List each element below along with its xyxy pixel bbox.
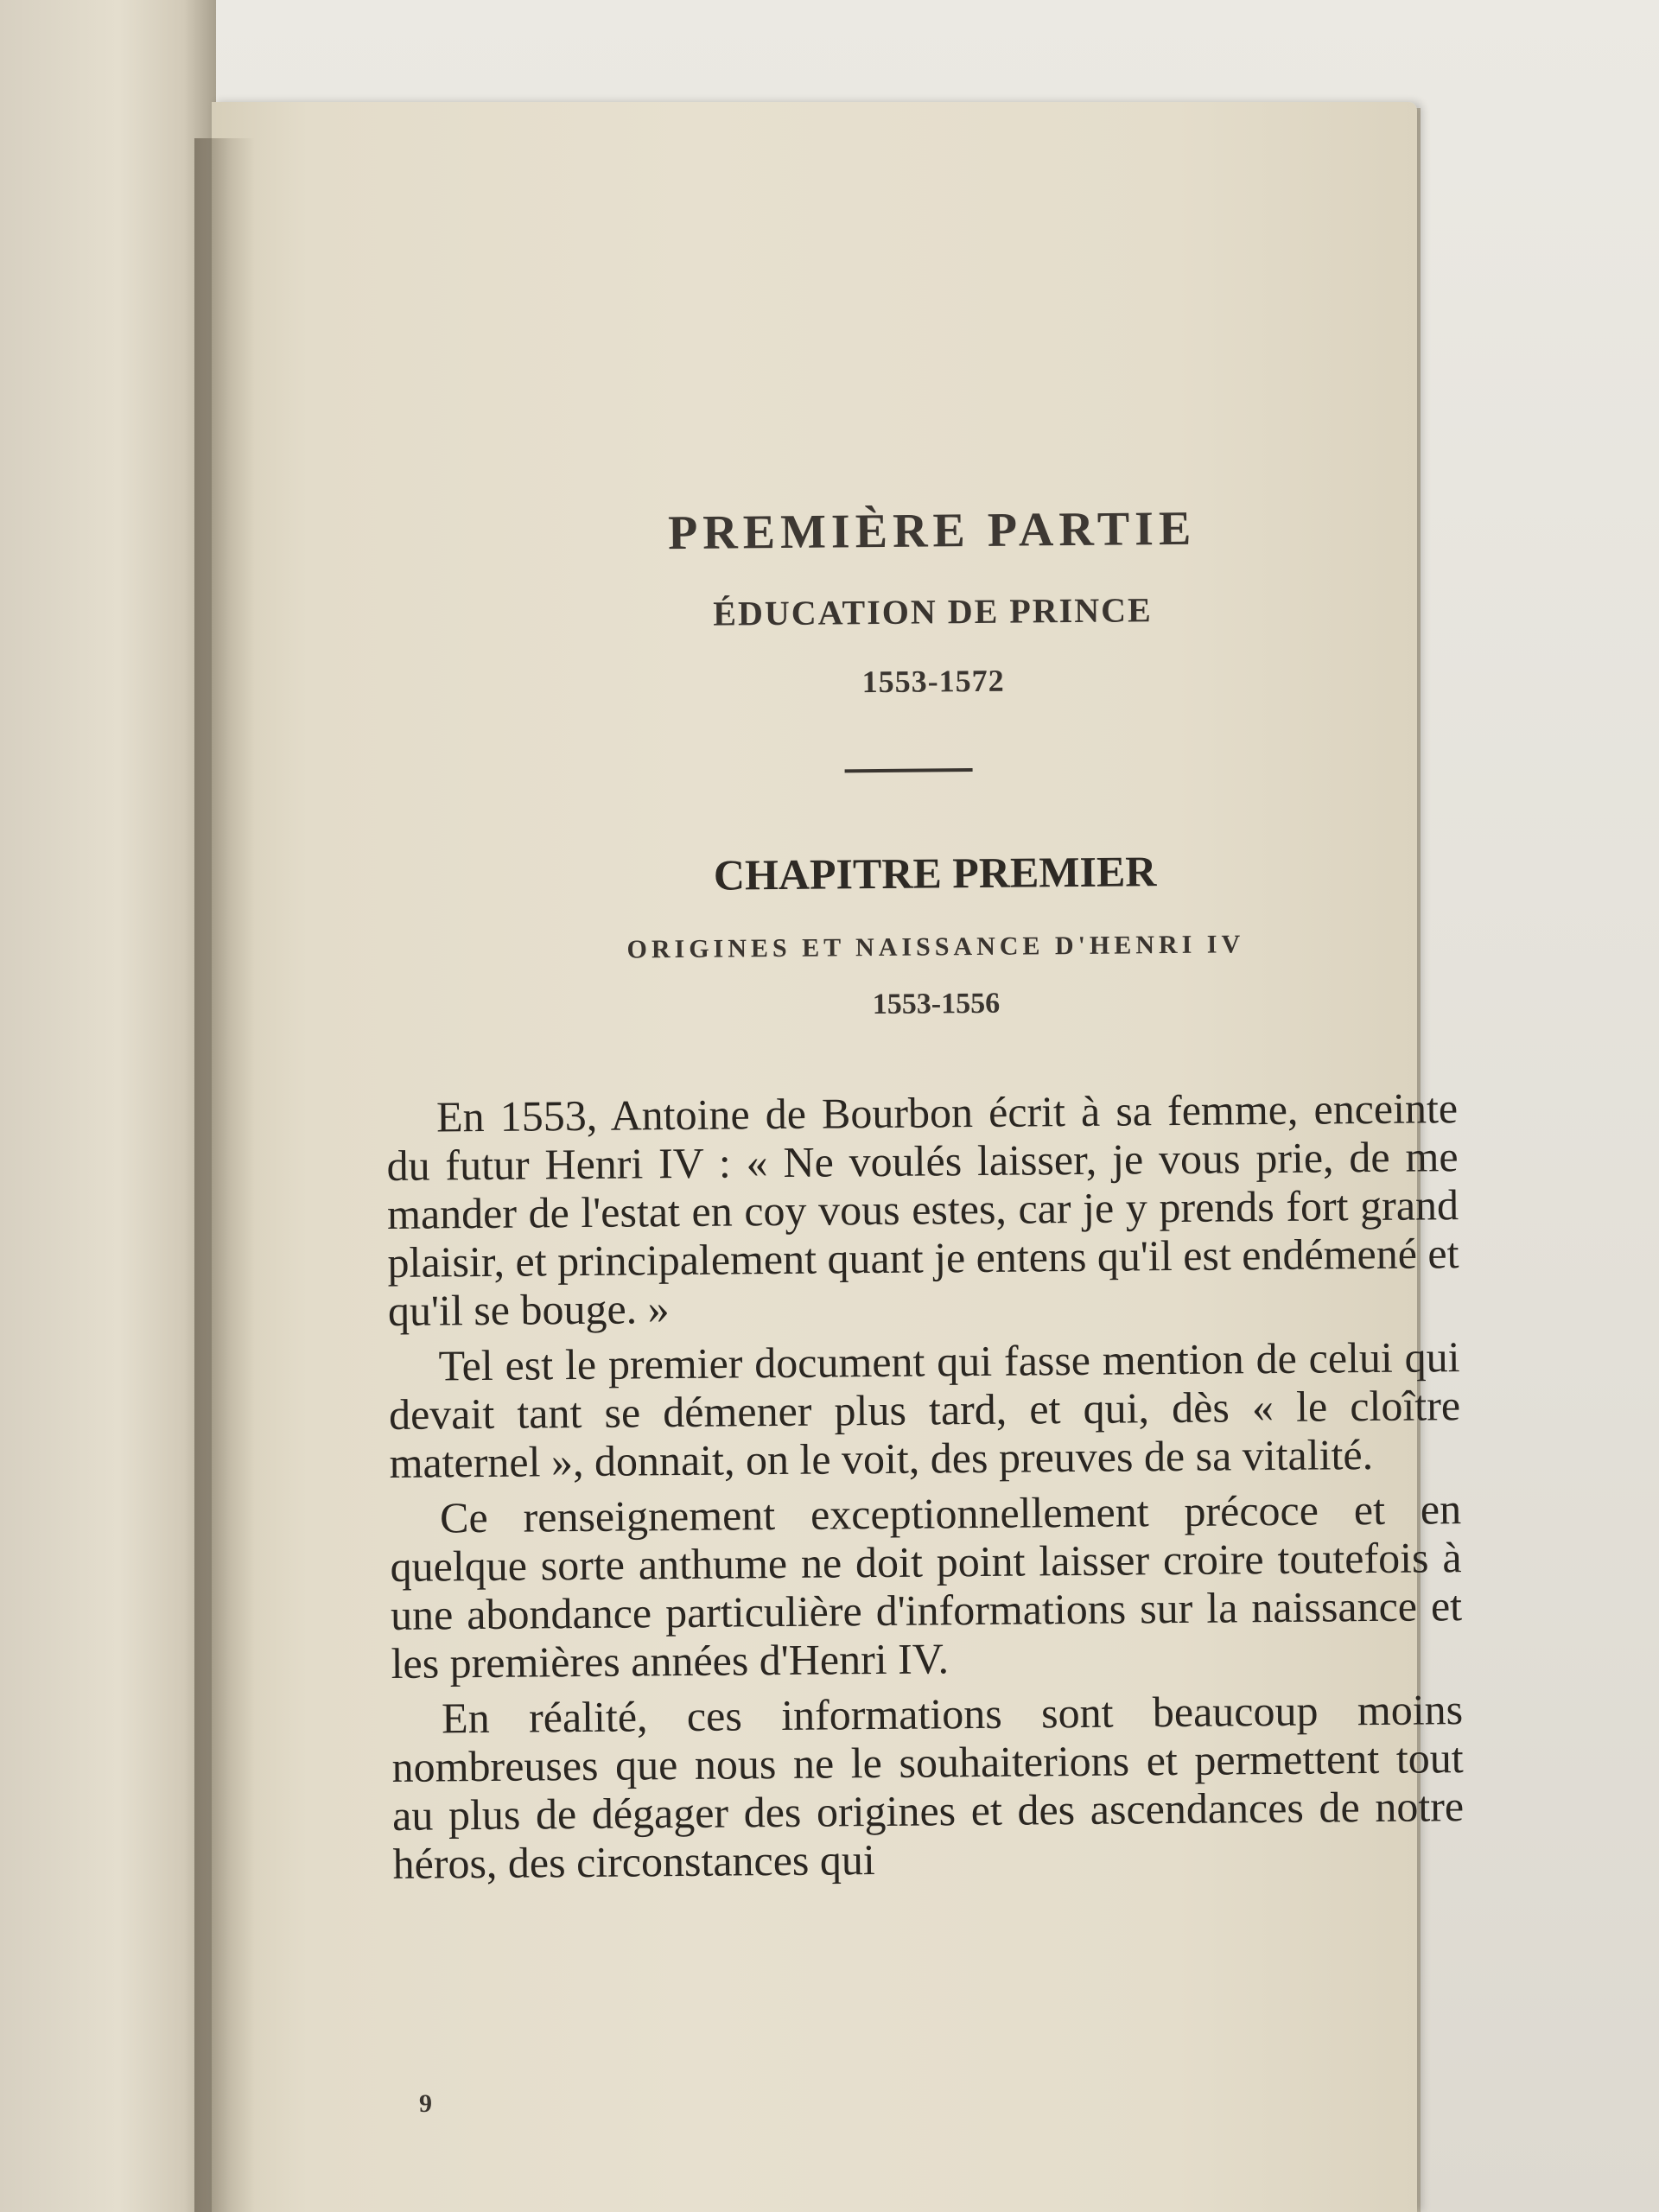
paragraph: En 1553, Antoine de Bourbon écrit à sa femme, enceinte du futur Henri IV : « Ne voulés laisser, je vous prie, de me mander de l'estat en coy vous estes, car je y prends fort grand plaisir, et principalement quant je entens qu'il est endémené et qu'il se bouge. »: [386, 1084, 1459, 1335]
paragraph: Tel est le premier document qui fasse mention de celui qui devait tant se démener plus tard, et qui, dès « le cloître maternel », donnait, on le voit, des preuves de sa vitalité.: [388, 1332, 1461, 1487]
paragraph: En réalité, ces informations sont beaucoup moins nombreuses que nous ne le souhaiterions et permettent tout au plus de dégager des origines et des ascendances de notre héros, des circonstances qui: [391, 1685, 1465, 1888]
page-text-block: [380, 407, 1547, 1895]
chapter-dates: 1553-1556: [872, 987, 1001, 1021]
part-subtitle: ÉDUCATION DE PRINCE: [713, 590, 1153, 633]
chapter-title: CHAPITRE PREMIER: [713, 847, 1157, 899]
gutter-shadow: [194, 138, 255, 2212]
book-page: [212, 102, 1465, 2212]
chapter-subtitle: ORIGINES ET NAISSANCE D'HENRI IV: [626, 930, 1245, 964]
body-text: [386, 1084, 1465, 1888]
part-dates: 1553-1572: [861, 663, 1005, 700]
paragraph: Ce renseignement exceptionnellement précoce et en quelque sorte anthume ne doit point laisser croire toutefois à une abondance particulière d'informations sur la naissance et les premières années d'Henri IV.: [390, 1484, 1463, 1688]
page-number: 9: [419, 2089, 432, 2118]
section-divider: [844, 768, 972, 772]
part-title: PREMIÈRE PARTIE: [667, 501, 1197, 561]
left-page: [0, 0, 216, 2212]
